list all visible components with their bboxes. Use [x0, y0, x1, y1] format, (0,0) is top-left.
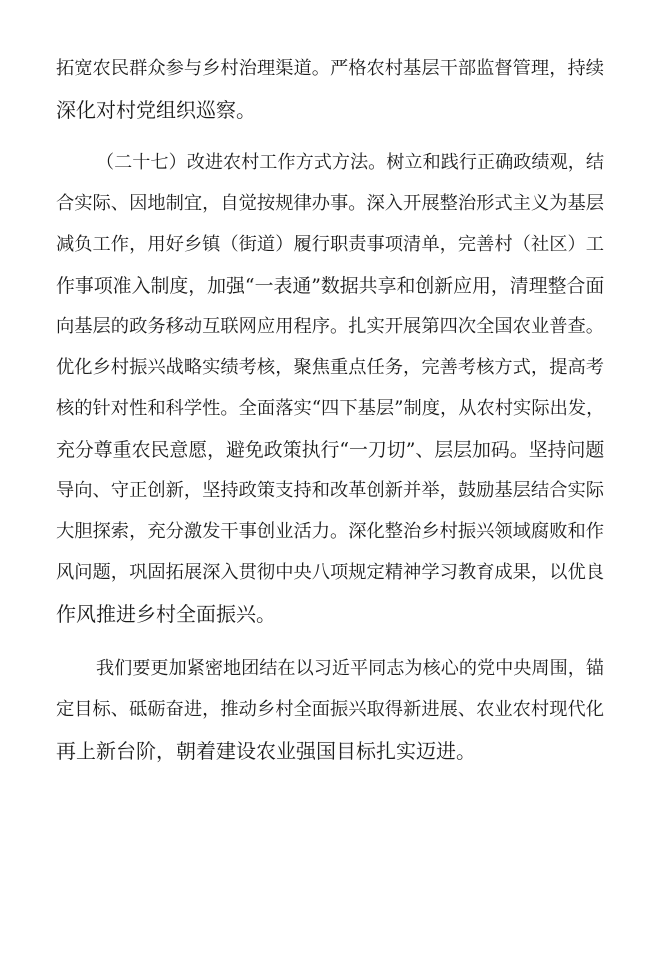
paragraph-2-line-1: （二十七）改进农村工作方式方法。树立和践行正确政绩观，结 — [96, 152, 604, 173]
paragraph-2-line-2: 合实际、因地制宜，自觉按规律办事。深入开展整治形式主义为基层 — [56, 193, 604, 214]
paragraph-3-line-3: 再上新台阶，朝着建设农业强国目标扎实迈进。 — [56, 739, 476, 763]
paragraph-2-line-7: 核的针对性和科学性。全面落实“四下基层”制度，从农村实际出发， — [56, 398, 605, 419]
paragraph-1-line-1: 拓宽农民群众参与乡村治理渠道。严格农村基层干部监督管理，持续 — [56, 58, 604, 79]
paragraph-2-line-3: 减负工作，用好乡镇（街道）履行职责事项清单，完善村（社区）工 — [56, 234, 604, 255]
paragraph-2-line-5: 向基层的政务移动互联网应用程序。扎实开展第四次全国农业普查。 — [56, 316, 604, 337]
paragraph-2-line-10: 大胆探索，充分激发干事创业活力。深化整治乡村振兴领域腐败和作 — [56, 521, 604, 542]
paragraph-2-line-8: 充分尊重农民意愿，避免政策执行“一刀切”、层层加码。坚持问题 — [56, 439, 605, 461]
paragraph-2-line-6: 优化乡村振兴战略实绩考核，聚焦重点任务，完善考核方式，提高考 — [56, 357, 604, 378]
paragraph-2-line-11: 风问题，巩固拓展深入贯彻中央八项规定精神学习教育成果，以优良 — [56, 562, 604, 583]
paragraph-3-line-1: 我们要更加紧密地团结在以习近平同志为核心的党中央周围，锚 — [96, 658, 604, 679]
paragraph-2-line-12: 作风推进乡村全面振兴。 — [56, 602, 276, 626]
paragraph-3-line-2: 定目标、砥砺奋进，推动乡村全面振兴取得新进展、农业农村现代化 — [56, 699, 604, 720]
paragraph-2-line-4: 作事项准入制度，加强“一表通”数据共享和创新应用，清理整合面 — [56, 275, 605, 297]
paragraph-1-line-2: 深化对村党组织巡察。 — [56, 98, 256, 122]
paragraph-2-line-9: 导向、守正创新，坚持政策支持和改革创新并举，鼓励基层结合实际 — [56, 480, 604, 501]
